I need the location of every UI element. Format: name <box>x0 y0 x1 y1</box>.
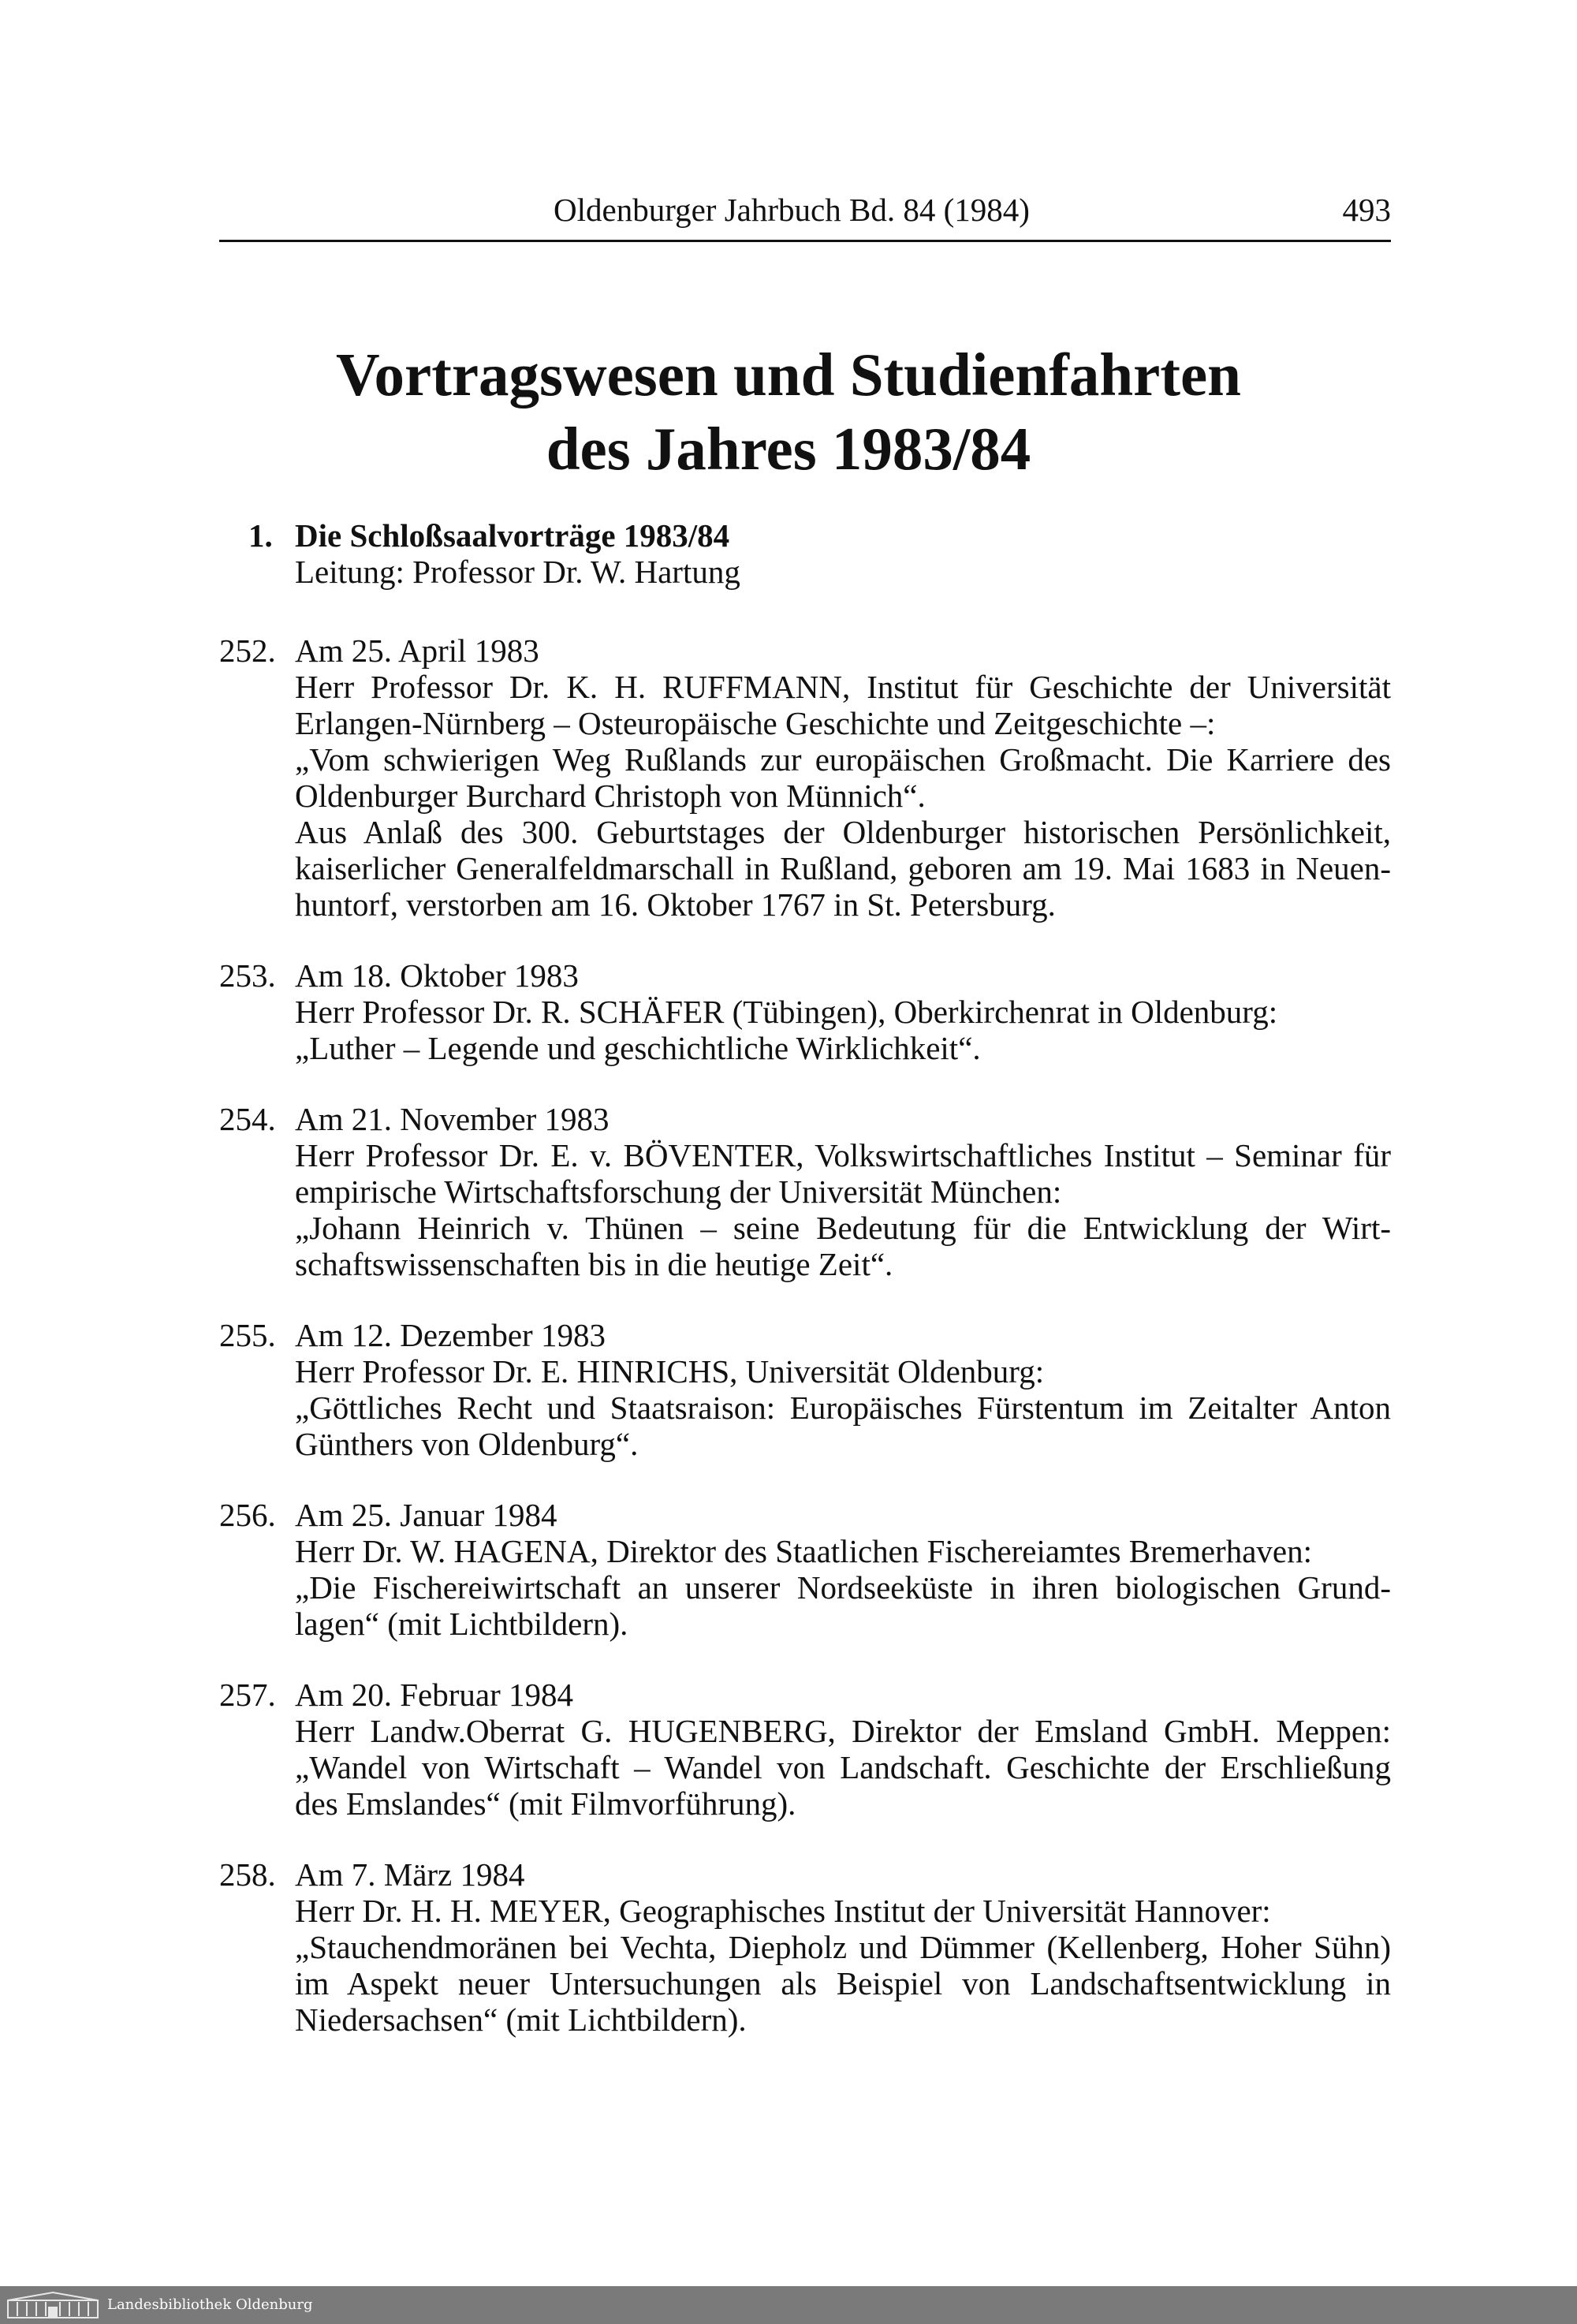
entry-body <box>295 1101 1391 1282</box>
entry-line: Erlangen-Nürnberg – Osteuropäische Geschichte und Zeitgeschichte –: <box>295 705 1216 741</box>
footer-bar <box>0 2286 1577 2324</box>
entry-line: lagen“ (mit Lichtbildern). <box>295 1606 628 1642</box>
entry-number: 252. <box>219 632 276 669</box>
running-head <box>219 186 1391 233</box>
entry-line: „Göttliches Recht und Staatsraison: Europäisches Fürstentum im Zeitalter Anton <box>295 1390 1391 1426</box>
lecture-entry <box>219 957 1391 1066</box>
page-title <box>0 338 1577 486</box>
entry-line: schaftswissenschaften bis in die heutige Zeit“. <box>295 1246 893 1282</box>
entry-body <box>295 957 1391 1066</box>
entry-number: 258. <box>219 1856 276 1893</box>
header-rule <box>219 240 1391 242</box>
entry-line: empirische Wirtschaftsforschung der Universität München: <box>295 1173 1062 1210</box>
entry-date: Am 25. Januar 1984 <box>295 1497 557 1533</box>
entry-number: 253. <box>219 957 276 994</box>
entry-line: Oldenburger Burchard Christoph von Münnich“. <box>295 778 926 814</box>
entry-line: Niedersachsen“ (mit Lichtbildern). <box>295 2001 747 2038</box>
entry-date: Am 7. März 1984 <box>295 1856 525 1893</box>
lecture-entry <box>219 1317 1391 1462</box>
entry-number: 257. <box>219 1677 276 1713</box>
entry-line: Herr Professor Dr. E. HINRICHS, Universität Oldenburg: <box>295 1353 1045 1390</box>
entry-line: Aus Anlaß des 300. Geburtstages der Oldenburger historischen Persönlichkeit, <box>295 814 1391 850</box>
lecture-list <box>219 632 1391 2072</box>
section-number: 1. <box>248 517 273 554</box>
title-line-2: des Jahres 1983/84 <box>546 415 1031 483</box>
entry-body <box>295 1317 1391 1462</box>
entry-date: Am 12. Dezember 1983 <box>295 1317 606 1353</box>
page-number: 493 <box>1342 192 1391 228</box>
entry-line: des Emslandes“ (mit Filmvorführung). <box>295 1785 796 1822</box>
entry-line: „Johann Heinrich v. Thünen – seine Bedeutung für die Entwicklung der Wirt- <box>295 1210 1391 1246</box>
entry-date: Am 21. November 1983 <box>295 1101 610 1137</box>
entry-date: Am 18. Oktober 1983 <box>295 957 579 994</box>
entry-line: Herr Dr. W. HAGENA, Direktor des Staatlichen Fischereiamtes Bremerhaven: <box>295 1533 1312 1569</box>
journal-title: Oldenburger Jahrbuch Bd. 84 (1984) <box>554 192 1030 228</box>
entry-line: „Wandel von Wirtschaft – Wandel von Landschaft. Geschichte der Erschließung <box>295 1749 1391 1785</box>
entry-number: 255. <box>219 1317 276 1353</box>
entry-line: kaiserlicher Generalfeldmarschall in Rußland, geboren am 19. Mai 1683 in Neuen- <box>295 850 1391 886</box>
entry-line: Herr Professor Dr. K. H. RUFFMANN, Institut für Geschichte der Universität <box>295 669 1391 705</box>
entry-date: Am 20. Februar 1984 <box>295 1677 574 1713</box>
title-line-1: Vortragswesen und Studienfahrten <box>335 341 1241 408</box>
lecture-entry <box>219 1856 1391 2038</box>
entry-line: „Die Fischereiwirtschaft an unserer Nordseeküste in ihren biologischen Grund- <box>295 1569 1391 1606</box>
lecture-entry <box>219 1497 1391 1642</box>
entry-line: Herr Landw.Oberrat G. HUGENBERG, Direktor der Emsland GmbH. Meppen: <box>295 1713 1391 1749</box>
entry-line: „Luther – Legende und geschichtliche Wirklichkeit“. <box>295 1030 981 1066</box>
entry-body <box>295 1497 1391 1642</box>
entry-number: 254. <box>219 1101 276 1137</box>
library-name: Landesbibliothek Oldenburg <box>107 2296 313 2313</box>
entry-line: Herr Dr. H. H. MEYER, Geographisches Institut der Universität Hannover: <box>295 1893 1271 1929</box>
entry-body <box>295 632 1391 923</box>
entry-date: Am 25. April 1983 <box>295 632 539 669</box>
entry-line: Günthers von Oldenburg“. <box>295 1426 639 1462</box>
entry-line: Herr Professor Dr. R. SCHÄFER (Tübingen), Oberkirchenrat in Oldenburg: <box>295 994 1278 1030</box>
entry-line: im Aspekt neuer Untersuchungen als Beispiel von Landschaftsentwicklung in <box>295 1965 1391 2001</box>
entry-line: „Stauchendmoränen bei Vechta, Diepholz und Dümmer (Kellenberg, Hoher Sühn) <box>295 1929 1391 1965</box>
lecture-entry <box>219 1101 1391 1282</box>
entry-body <box>295 1856 1391 2038</box>
lecture-entry <box>219 1677 1391 1822</box>
library-building-icon <box>6 2291 99 2319</box>
section-heading: Die Schloßsaalvorträge 1983/84 <box>295 517 730 554</box>
entry-number: 256. <box>219 1497 276 1533</box>
lecture-entry <box>219 632 1391 923</box>
entry-body <box>295 1677 1391 1822</box>
section-lead: Leitung: Professor Dr. W. Hartung <box>295 554 740 590</box>
entry-line: „Vom schwierigen Weg Rußlands zur europäischen Großmacht. Die Karriere des <box>295 741 1391 778</box>
entry-line: huntorf, verstorben am 16. Oktober 1767 in St. Petersburg. <box>295 886 1056 923</box>
entry-line: Herr Professor Dr. E. v. BÖVENTER, Volkswirtschaftliches Institut – Seminar für <box>295 1137 1391 1173</box>
